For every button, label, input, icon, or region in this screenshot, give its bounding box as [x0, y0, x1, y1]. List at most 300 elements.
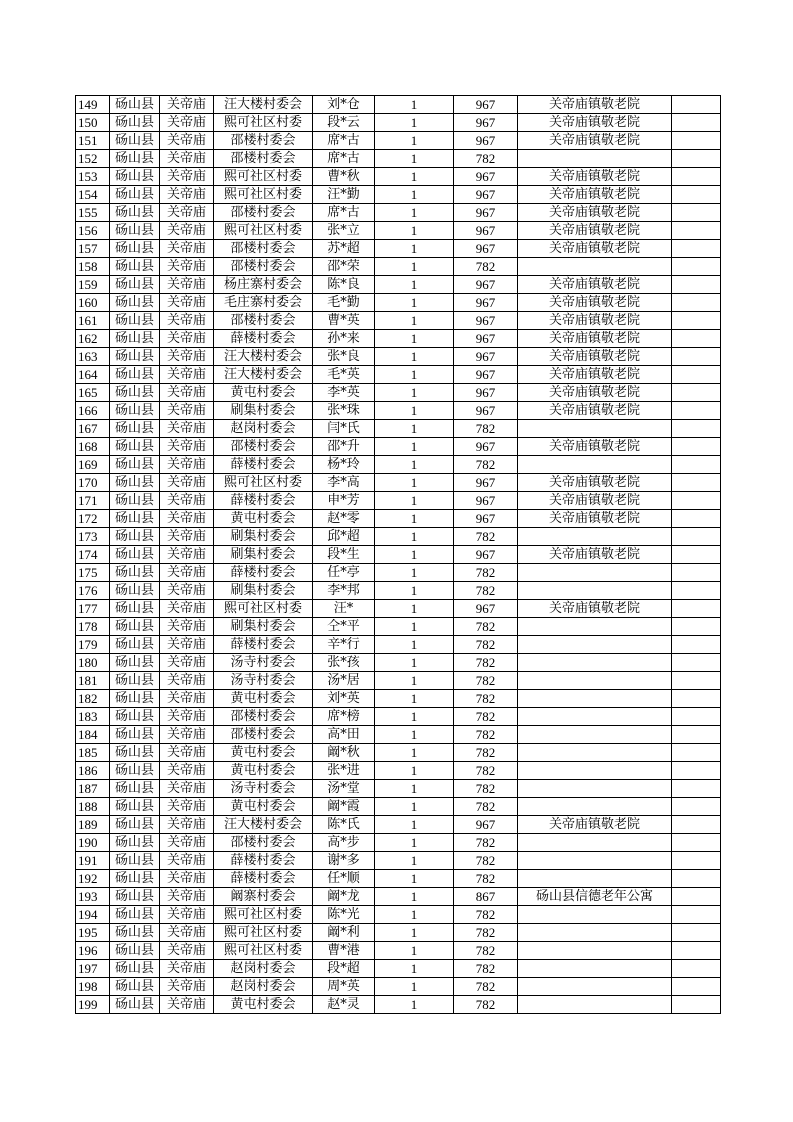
name-cell: 汪*勤	[313, 186, 375, 204]
blank-cell	[672, 366, 721, 384]
table-row	[76, 402, 721, 420]
blank-cell	[672, 204, 721, 222]
count-cell: 1	[375, 168, 454, 186]
amount-cell: 967	[454, 168, 518, 186]
row-index: 155	[76, 204, 110, 222]
name-cell: 邵*荣	[313, 258, 375, 276]
village-cell: 汤寺村委会	[214, 672, 313, 690]
row-index: 192	[76, 870, 110, 888]
amount-cell: 967	[454, 438, 518, 456]
village-cell: 邵楼村委会	[214, 132, 313, 150]
table-row	[76, 888, 721, 906]
town-cell: 关帝庙	[160, 348, 214, 366]
count-cell: 1	[375, 564, 454, 582]
row-index: 184	[76, 726, 110, 744]
row-index: 163	[76, 348, 110, 366]
institution-cell: 关帝庙镇敬老院	[518, 96, 672, 114]
blank-cell	[672, 132, 721, 150]
table-row	[76, 996, 721, 1014]
institution-cell	[518, 960, 672, 978]
county-cell: 砀山县	[110, 366, 160, 384]
institution-cell	[518, 636, 672, 654]
blank-cell	[672, 960, 721, 978]
town-cell: 关帝庙	[160, 780, 214, 798]
name-cell: 阚*龙	[313, 888, 375, 906]
count-cell: 1	[375, 330, 454, 348]
row-index: 164	[76, 366, 110, 384]
blank-cell	[672, 654, 721, 672]
institution-cell: 关帝庙镇敬老院	[518, 384, 672, 402]
village-cell: 汪大楼村委会	[214, 96, 313, 114]
row-index: 194	[76, 906, 110, 924]
name-cell: 孙*来	[313, 330, 375, 348]
name-cell: 杨*玲	[313, 456, 375, 474]
blank-cell	[672, 420, 721, 438]
town-cell: 关帝庙	[160, 888, 214, 906]
table-row	[76, 240, 721, 258]
count-cell: 1	[375, 384, 454, 402]
row-index: 183	[76, 708, 110, 726]
count-cell: 1	[375, 258, 454, 276]
row-index: 160	[76, 294, 110, 312]
town-cell: 关帝庙	[160, 330, 214, 348]
count-cell: 1	[375, 348, 454, 366]
village-cell: 黄屯村委会	[214, 384, 313, 402]
institution-cell	[518, 762, 672, 780]
count-cell: 1	[375, 906, 454, 924]
county-cell: 砀山县	[110, 762, 160, 780]
amount-cell: 782	[454, 618, 518, 636]
town-cell: 关帝庙	[160, 96, 214, 114]
village-cell: 汪大楼村委会	[214, 366, 313, 384]
blank-cell	[672, 888, 721, 906]
blank-cell	[672, 114, 721, 132]
institution-cell	[518, 528, 672, 546]
count-cell: 1	[375, 132, 454, 150]
county-cell: 砀山县	[110, 186, 160, 204]
amount-cell: 967	[454, 546, 518, 564]
county-cell: 砀山县	[110, 258, 160, 276]
village-cell: 薛楼村委会	[214, 636, 313, 654]
count-cell: 1	[375, 924, 454, 942]
county-cell: 砀山县	[110, 348, 160, 366]
amount-cell: 967	[454, 816, 518, 834]
institution-cell: 关帝庙镇敬老院	[518, 366, 672, 384]
row-index: 178	[76, 618, 110, 636]
county-cell: 砀山县	[110, 582, 160, 600]
blank-cell	[672, 870, 721, 888]
table-row	[76, 654, 721, 672]
table-row	[76, 456, 721, 474]
blank-cell	[672, 150, 721, 168]
table-row	[76, 726, 721, 744]
village-cell: 赵岗村委会	[214, 960, 313, 978]
amount-cell: 967	[454, 384, 518, 402]
table-row	[76, 582, 721, 600]
name-cell: 任*顺	[313, 870, 375, 888]
table-row	[76, 870, 721, 888]
blank-cell	[672, 762, 721, 780]
table-row	[76, 798, 721, 816]
town-cell: 关帝庙	[160, 618, 214, 636]
village-cell: 薛楼村委会	[214, 456, 313, 474]
table-row	[76, 672, 721, 690]
name-cell: 赵*灵	[313, 996, 375, 1014]
count-cell: 1	[375, 618, 454, 636]
row-index: 172	[76, 510, 110, 528]
blank-cell	[672, 618, 721, 636]
village-cell: 毛庄寨村委会	[214, 294, 313, 312]
amount-cell: 782	[454, 978, 518, 996]
town-cell: 关帝庙	[160, 816, 214, 834]
county-cell: 砀山县	[110, 978, 160, 996]
blank-cell	[672, 546, 721, 564]
town-cell: 关帝庙	[160, 204, 214, 222]
table-row	[76, 384, 721, 402]
amount-cell: 782	[454, 258, 518, 276]
town-cell: 关帝庙	[160, 852, 214, 870]
table-row	[76, 834, 721, 852]
blank-cell	[672, 906, 721, 924]
town-cell: 关帝庙	[160, 240, 214, 258]
institution-cell	[518, 420, 672, 438]
blank-cell	[672, 492, 721, 510]
table-row	[76, 348, 721, 366]
count-cell: 1	[375, 150, 454, 168]
row-index: 176	[76, 582, 110, 600]
row-index: 171	[76, 492, 110, 510]
town-cell: 关帝庙	[160, 654, 214, 672]
row-index: 152	[76, 150, 110, 168]
table-row	[76, 366, 721, 384]
village-cell: 汪大楼村委会	[214, 816, 313, 834]
name-cell: 李*邦	[313, 582, 375, 600]
count-cell: 1	[375, 708, 454, 726]
town-cell: 关帝庙	[160, 870, 214, 888]
institution-cell: 关帝庙镇敬老院	[518, 312, 672, 330]
institution-cell	[518, 996, 672, 1014]
row-index: 198	[76, 978, 110, 996]
row-index: 150	[76, 114, 110, 132]
count-cell: 1	[375, 690, 454, 708]
blank-cell	[672, 294, 721, 312]
count-cell: 1	[375, 888, 454, 906]
amount-cell: 782	[454, 672, 518, 690]
amount-cell: 967	[454, 186, 518, 204]
table-row	[76, 528, 721, 546]
amount-cell: 782	[454, 906, 518, 924]
count-cell: 1	[375, 816, 454, 834]
row-index: 154	[76, 186, 110, 204]
amount-cell: 782	[454, 762, 518, 780]
table-row	[76, 204, 721, 222]
county-cell: 砀山县	[110, 456, 160, 474]
count-cell: 1	[375, 582, 454, 600]
county-cell: 砀山县	[110, 132, 160, 150]
county-cell: 砀山县	[110, 330, 160, 348]
village-cell: 刷集村委会	[214, 402, 313, 420]
count-cell: 1	[375, 870, 454, 888]
table-row	[76, 474, 721, 492]
county-cell: 砀山县	[110, 726, 160, 744]
name-cell: 李*高	[313, 474, 375, 492]
amount-cell: 967	[454, 312, 518, 330]
amount-cell: 967	[454, 510, 518, 528]
county-cell: 砀山县	[110, 204, 160, 222]
table-body	[76, 96, 721, 1014]
blank-cell	[672, 312, 721, 330]
village-cell: 熙可社区村委	[214, 222, 313, 240]
row-index: 193	[76, 888, 110, 906]
village-cell: 熙可社区村委	[214, 600, 313, 618]
name-cell: 段*生	[313, 546, 375, 564]
table-row	[76, 330, 721, 348]
row-index: 197	[76, 960, 110, 978]
count-cell: 1	[375, 474, 454, 492]
amount-cell: 782	[454, 960, 518, 978]
count-cell: 1	[375, 204, 454, 222]
row-index: 189	[76, 816, 110, 834]
name-cell: 曹*秋	[313, 168, 375, 186]
table-row	[76, 942, 721, 960]
blank-cell	[672, 186, 721, 204]
town-cell: 关帝庙	[160, 546, 214, 564]
amount-cell: 967	[454, 222, 518, 240]
county-cell: 砀山县	[110, 924, 160, 942]
count-cell: 1	[375, 996, 454, 1014]
town-cell: 关帝庙	[160, 222, 214, 240]
village-cell: 邵楼村委会	[214, 240, 313, 258]
row-index: 186	[76, 762, 110, 780]
name-cell: 高*田	[313, 726, 375, 744]
name-cell: 申*芳	[313, 492, 375, 510]
institution-cell: 关帝庙镇敬老院	[518, 222, 672, 240]
row-index: 165	[76, 384, 110, 402]
town-cell: 关帝庙	[160, 456, 214, 474]
blank-cell	[672, 240, 721, 258]
count-cell: 1	[375, 528, 454, 546]
name-cell: 刘*仓	[313, 96, 375, 114]
county-cell: 砀山县	[110, 960, 160, 978]
row-index: 188	[76, 798, 110, 816]
name-cell: 李*英	[313, 384, 375, 402]
town-cell: 关帝庙	[160, 834, 214, 852]
row-index: 181	[76, 672, 110, 690]
institution-cell: 关帝庙镇敬老院	[518, 330, 672, 348]
county-cell: 砀山县	[110, 312, 160, 330]
amount-cell: 782	[454, 420, 518, 438]
name-cell: 张*珠	[313, 402, 375, 420]
row-index: 177	[76, 600, 110, 618]
amount-cell: 782	[454, 582, 518, 600]
table-row	[76, 186, 721, 204]
row-index: 195	[76, 924, 110, 942]
table-row	[76, 978, 721, 996]
village-cell: 杨庄寨村委会	[214, 276, 313, 294]
institution-cell: 关帝庙镇敬老院	[518, 132, 672, 150]
name-cell: 席*古	[313, 150, 375, 168]
institution-cell: 关帝庙镇敬老院	[518, 816, 672, 834]
amount-cell: 782	[454, 150, 518, 168]
table-row	[76, 168, 721, 186]
count-cell: 1	[375, 780, 454, 798]
village-cell: 邵楼村委会	[214, 312, 313, 330]
name-cell: 毛*勤	[313, 294, 375, 312]
amount-cell: 967	[454, 492, 518, 510]
amount-cell: 782	[454, 726, 518, 744]
institution-cell	[518, 978, 672, 996]
town-cell: 关帝庙	[160, 492, 214, 510]
count-cell: 1	[375, 546, 454, 564]
amount-cell: 967	[454, 276, 518, 294]
table-row	[76, 96, 721, 114]
name-cell: 阚*霞	[313, 798, 375, 816]
amount-cell: 967	[454, 96, 518, 114]
name-cell: 谢*多	[313, 852, 375, 870]
amount-cell: 782	[454, 798, 518, 816]
amount-cell: 782	[454, 564, 518, 582]
row-index: 157	[76, 240, 110, 258]
institution-cell: 砀山县信德老年公寓	[518, 888, 672, 906]
village-cell: 邵楼村委会	[214, 438, 313, 456]
county-cell: 砀山县	[110, 798, 160, 816]
institution-cell: 关帝庙镇敬老院	[518, 492, 672, 510]
county-cell: 砀山县	[110, 744, 160, 762]
row-index: 162	[76, 330, 110, 348]
blank-cell	[672, 222, 721, 240]
table-row	[76, 420, 721, 438]
town-cell: 关帝庙	[160, 690, 214, 708]
amount-cell: 782	[454, 852, 518, 870]
county-cell: 砀山县	[110, 600, 160, 618]
institution-cell: 关帝庙镇敬老院	[518, 114, 672, 132]
institution-cell	[518, 726, 672, 744]
blank-cell	[672, 168, 721, 186]
table-row	[76, 294, 721, 312]
blank-cell	[672, 258, 721, 276]
village-cell: 刷集村委会	[214, 618, 313, 636]
village-cell: 邵楼村委会	[214, 258, 313, 276]
name-cell: 阚*秋	[313, 744, 375, 762]
village-cell: 黄屯村委会	[214, 690, 313, 708]
row-index: 153	[76, 168, 110, 186]
name-cell: 段*超	[313, 960, 375, 978]
table-row	[76, 312, 721, 330]
village-cell: 黄屯村委会	[214, 762, 313, 780]
county-cell: 砀山县	[110, 636, 160, 654]
amount-cell: 782	[454, 528, 518, 546]
name-cell: 邵*升	[313, 438, 375, 456]
amount-cell: 967	[454, 330, 518, 348]
village-cell: 熙可社区村委	[214, 168, 313, 186]
name-cell: 阚*利	[313, 924, 375, 942]
row-index: 158	[76, 258, 110, 276]
blank-cell	[672, 672, 721, 690]
county-cell: 砀山县	[110, 96, 160, 114]
village-cell: 邵楼村委会	[214, 150, 313, 168]
row-index: 170	[76, 474, 110, 492]
town-cell: 关帝庙	[160, 402, 214, 420]
name-cell: 席*古	[313, 132, 375, 150]
row-index: 174	[76, 546, 110, 564]
county-cell: 砀山县	[110, 546, 160, 564]
blank-cell	[672, 276, 721, 294]
village-cell: 熙可社区村委	[214, 906, 313, 924]
county-cell: 砀山县	[110, 834, 160, 852]
count-cell: 1	[375, 438, 454, 456]
county-cell: 砀山县	[110, 438, 160, 456]
blank-cell	[672, 528, 721, 546]
name-cell: 任*亭	[313, 564, 375, 582]
town-cell: 关帝庙	[160, 960, 214, 978]
county-cell: 砀山县	[110, 708, 160, 726]
amount-cell: 967	[454, 474, 518, 492]
village-cell: 熙可社区村委	[214, 924, 313, 942]
table-row	[76, 438, 721, 456]
town-cell: 关帝庙	[160, 798, 214, 816]
table-row	[76, 492, 721, 510]
county-cell: 砀山县	[110, 294, 160, 312]
blank-cell	[672, 582, 721, 600]
blank-cell	[672, 924, 721, 942]
name-cell: 张*进	[313, 762, 375, 780]
blank-cell	[672, 636, 721, 654]
blank-cell	[672, 834, 721, 852]
table-row	[76, 780, 721, 798]
county-cell: 砀山县	[110, 474, 160, 492]
count-cell: 1	[375, 978, 454, 996]
count-cell: 1	[375, 654, 454, 672]
amount-cell: 967	[454, 600, 518, 618]
amount-cell: 967	[454, 132, 518, 150]
county-cell: 砀山县	[110, 870, 160, 888]
amount-cell: 782	[454, 834, 518, 852]
town-cell: 关帝庙	[160, 312, 214, 330]
county-cell: 砀山县	[110, 996, 160, 1014]
amount-cell: 967	[454, 294, 518, 312]
institution-cell	[518, 780, 672, 798]
count-cell: 1	[375, 294, 454, 312]
village-cell: 刷集村委会	[214, 546, 313, 564]
blank-cell	[672, 690, 721, 708]
count-cell: 1	[375, 222, 454, 240]
table-row	[76, 276, 721, 294]
table-row	[76, 564, 721, 582]
town-cell: 关帝庙	[160, 582, 214, 600]
institution-cell: 关帝庙镇敬老院	[518, 240, 672, 258]
row-index: 180	[76, 654, 110, 672]
name-cell: 曹*港	[313, 942, 375, 960]
village-cell: 黄屯村委会	[214, 744, 313, 762]
institution-cell: 关帝庙镇敬老院	[518, 402, 672, 420]
village-cell: 薛楼村委会	[214, 330, 313, 348]
village-cell: 薛楼村委会	[214, 564, 313, 582]
table-row	[76, 708, 721, 726]
village-cell: 邵楼村委会	[214, 834, 313, 852]
amount-cell: 967	[454, 114, 518, 132]
name-cell: 邱*超	[313, 528, 375, 546]
name-cell: 高*步	[313, 834, 375, 852]
count-cell: 1	[375, 402, 454, 420]
county-cell: 砀山县	[110, 510, 160, 528]
blank-cell	[672, 852, 721, 870]
town-cell: 关帝庙	[160, 510, 214, 528]
town-cell: 关帝庙	[160, 258, 214, 276]
town-cell: 关帝庙	[160, 150, 214, 168]
row-index: 190	[76, 834, 110, 852]
count-cell: 1	[375, 960, 454, 978]
blank-cell	[672, 708, 721, 726]
